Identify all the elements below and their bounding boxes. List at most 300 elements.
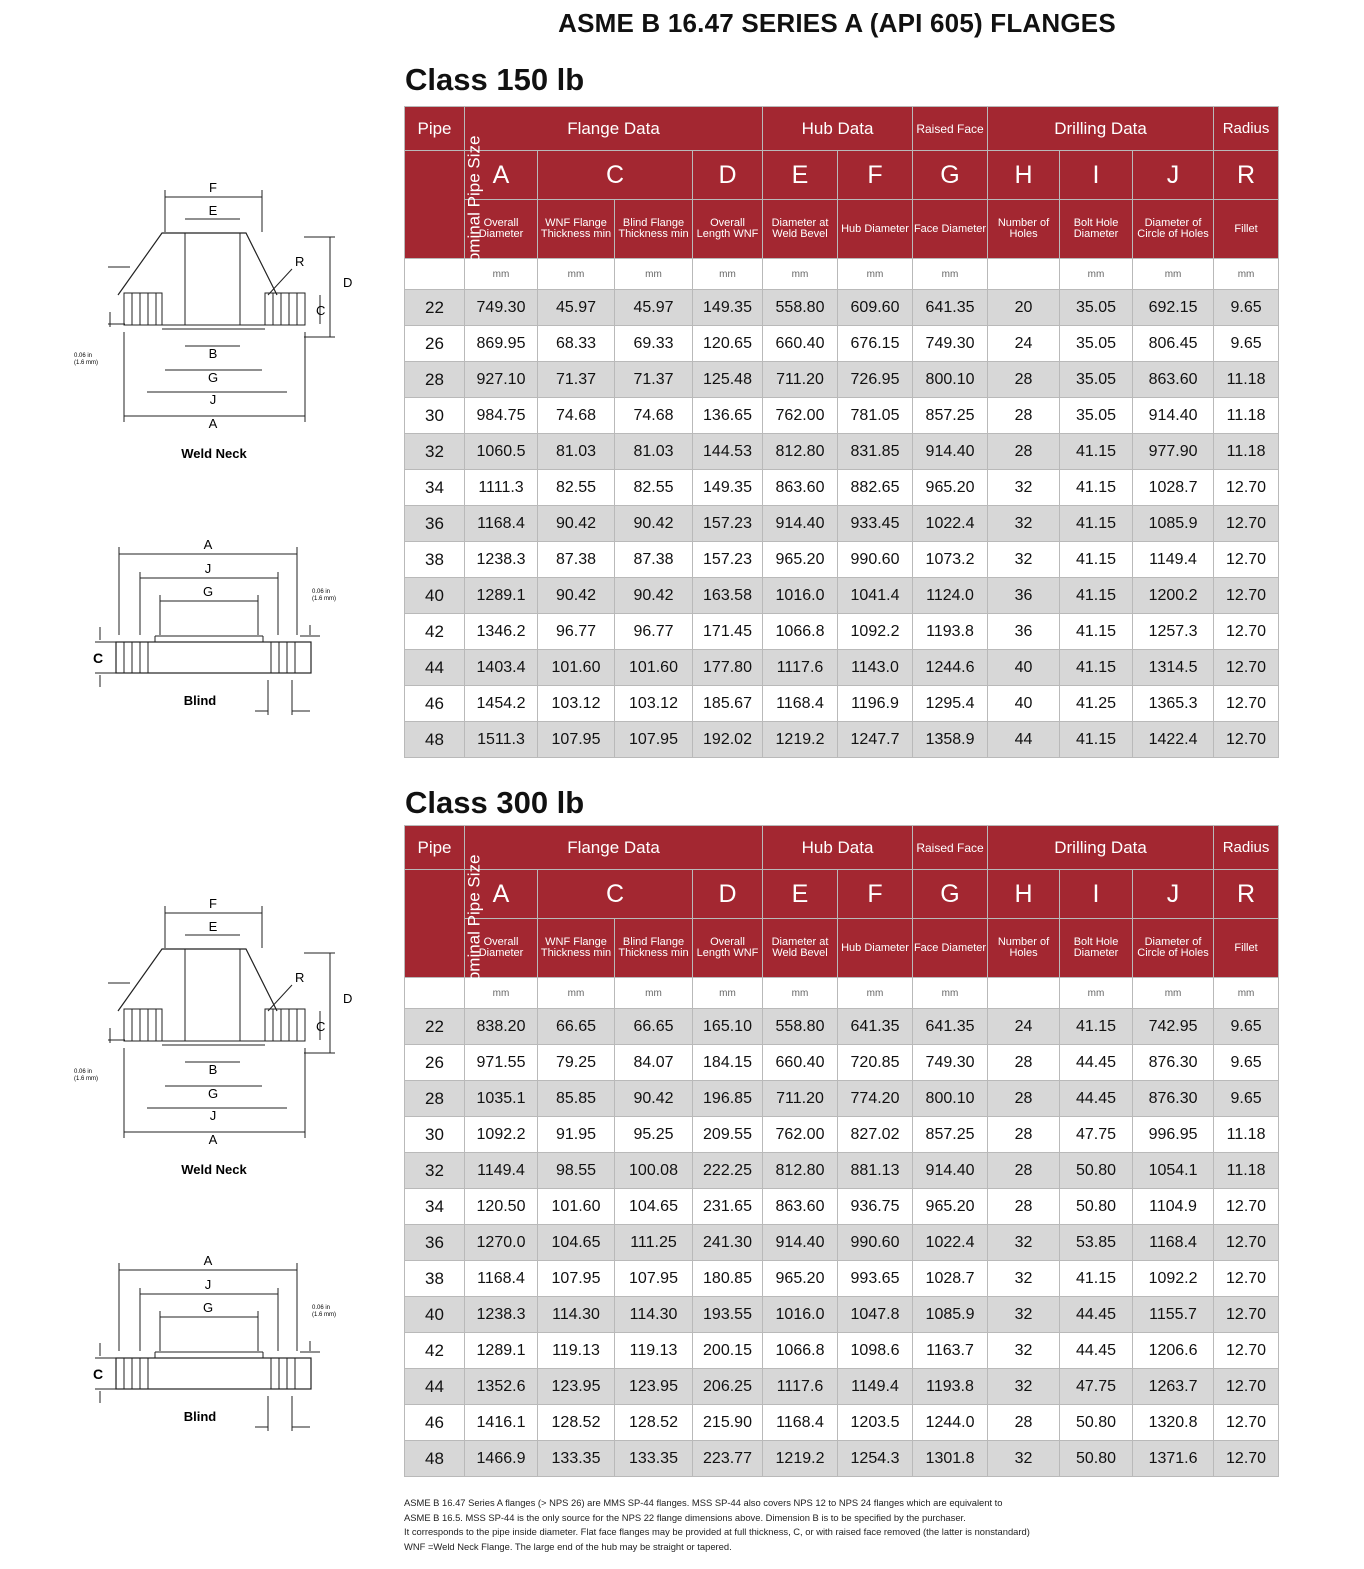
cell-nps: 42: [405, 614, 465, 650]
dim-g-label: G: [207, 1086, 219, 1101]
col-desc-weld-bevel: Diameter at Weld Bevel: [763, 919, 838, 978]
cell-g-face-diameter: 857.25: [913, 398, 988, 434]
col-desc-fillet: Fillet: [1214, 200, 1279, 259]
cell-j-circle-of-holes: 1085.9: [1133, 506, 1214, 542]
cell-e-weld-bevel: 762.00: [763, 1117, 838, 1153]
cell-a-overall-diameter: 1060.5: [465, 434, 538, 470]
cell-r-fillet: 12.70: [1214, 722, 1279, 758]
cell-f-hub-diameter: 1047.8: [838, 1297, 913, 1333]
cell-f-hub-diameter: 1092.2: [838, 614, 913, 650]
cell-d-overall-length: 157.23: [693, 506, 763, 542]
table-row: [405, 1369, 1279, 1405]
cell-h-number-of-holes: 32: [988, 470, 1060, 506]
weld-neck-label: Weld Neck: [181, 446, 247, 461]
unit-cell: mm: [1133, 259, 1214, 290]
cell-r-fillet: 11.18: [1214, 1117, 1279, 1153]
unit-cell: mm: [1214, 978, 1279, 1009]
unit-cell: mm: [465, 978, 538, 1009]
cell-i-bolt-hole-diameter: 41.15: [1060, 650, 1133, 686]
cell-j-circle-of-holes: 1320.8: [1133, 1405, 1214, 1441]
col-letter-r: R: [1214, 151, 1279, 200]
cell-d-overall-length: 223.77: [693, 1441, 763, 1477]
cell-g-face-diameter: 1163.7: [913, 1333, 988, 1369]
cell-i-bolt-hole-diameter: 41.15: [1060, 506, 1133, 542]
cell-e-weld-bevel: 1117.6: [763, 1369, 838, 1405]
cell-h-number-of-holes: 32: [988, 542, 1060, 578]
col-letter-i: I: [1060, 151, 1133, 200]
cell-nps: 22: [405, 1009, 465, 1045]
cell-h-number-of-holes: 28: [988, 1405, 1060, 1441]
table-row: [405, 326, 1279, 362]
cell-nps: 44: [405, 650, 465, 686]
cell-nps: 30: [405, 398, 465, 434]
cell-d-overall-length: 193.55: [693, 1297, 763, 1333]
dim-b-label: B: [208, 1062, 218, 1077]
blind-label: Blind: [183, 1409, 217, 1424]
cell-g-face-diameter: 749.30: [913, 1045, 988, 1081]
unit-cell: mm: [538, 978, 615, 1009]
cell-r-fillet: 12.70: [1214, 506, 1279, 542]
cell-h-number-of-holes: 28: [988, 362, 1060, 398]
cell-g-face-diameter: 800.10: [913, 1081, 988, 1117]
cell-c-wnf-thickness: 90.42: [538, 506, 615, 542]
col-letter-f: F: [838, 151, 913, 200]
cell-j-circle-of-holes: 1365.3: [1133, 686, 1214, 722]
cell-r-fillet: 12.70: [1214, 1297, 1279, 1333]
cell-a-overall-diameter: 1352.6: [465, 1369, 538, 1405]
cell-f-hub-diameter: 720.85: [838, 1045, 913, 1081]
cell-c-blind-thickness: 107.95: [615, 1261, 693, 1297]
cell-c-wnf-thickness: 66.65: [538, 1009, 615, 1045]
cell-r-fillet: 12.70: [1214, 1369, 1279, 1405]
cell-nps: 48: [405, 722, 465, 758]
dim-a-label: A: [208, 1132, 218, 1147]
cell-r-fillet: 12.70: [1214, 686, 1279, 722]
cell-a-overall-diameter: 1111.3: [465, 470, 538, 506]
cell-c-wnf-thickness: 101.60: [538, 650, 615, 686]
col-letter-c: C: [538, 870, 693, 919]
cell-f-hub-diameter: 726.95: [838, 362, 913, 398]
class-150-table: [404, 106, 1279, 758]
cell-r-fillet: 11.18: [1214, 1153, 1279, 1189]
unit-cell: mm: [1133, 978, 1214, 1009]
cell-nps: 34: [405, 470, 465, 506]
cell-h-number-of-holes: 28: [988, 1189, 1060, 1225]
cell-c-wnf-thickness: 91.95: [538, 1117, 615, 1153]
cell-r-fillet: 11.18: [1214, 398, 1279, 434]
blind-diagram-150: [0, 535, 336, 730]
cell-h-number-of-holes: 32: [988, 1297, 1060, 1333]
cell-i-bolt-hole-diameter: 41.15: [1060, 1009, 1133, 1045]
table-row: [405, 362, 1279, 398]
dim-d-label: D: [343, 991, 353, 1006]
header-radius: Radius: [1214, 107, 1279, 151]
cell-i-bolt-hole-diameter: 44.45: [1060, 1297, 1133, 1333]
cell-g-face-diameter: 1022.4: [913, 506, 988, 542]
cell-nps: 26: [405, 326, 465, 362]
cell-h-number-of-holes: 32: [988, 506, 1060, 542]
cell-g-face-diameter: 749.30: [913, 326, 988, 362]
col-desc-number-of-holes: Number of Holes: [988, 919, 1060, 978]
cell-c-blind-thickness: 107.95: [615, 722, 693, 758]
table-row: [405, 1045, 1279, 1081]
cell-e-weld-bevel: 1219.2: [763, 1441, 838, 1477]
table-row: [405, 1225, 1279, 1261]
cell-c-wnf-thickness: 104.65: [538, 1225, 615, 1261]
cell-f-hub-diameter: 1196.9: [838, 686, 913, 722]
col-letter-h: H: [988, 151, 1060, 200]
col-desc-circle-of-holes: Diameter of Circle of Holes: [1133, 919, 1214, 978]
cell-a-overall-diameter: 1168.4: [465, 506, 538, 542]
cell-c-blind-thickness: 87.38: [615, 542, 693, 578]
cell-d-overall-length: 149.35: [693, 470, 763, 506]
cell-a-overall-diameter: 1270.0: [465, 1225, 538, 1261]
dim-c-label: C: [316, 303, 326, 318]
cell-c-blind-thickness: 74.68: [615, 398, 693, 434]
table-row: [405, 686, 1279, 722]
cell-a-overall-diameter: 984.75: [465, 398, 538, 434]
footnote-line: WNF =Weld Neck Flange. The large end of the hub may be straight or tapered.: [404, 1540, 732, 1552]
cell-g-face-diameter: 1073.2: [913, 542, 988, 578]
cell-g-face-diameter: 857.25: [913, 1117, 988, 1153]
cell-g-face-diameter: 800.10: [913, 362, 988, 398]
cell-e-weld-bevel: 965.20: [763, 542, 838, 578]
cell-f-hub-diameter: 831.85: [838, 434, 913, 470]
cell-a-overall-diameter: 1416.1: [465, 1405, 538, 1441]
rf-note-1: 0.06 in: [74, 1069, 93, 1075]
cell-a-overall-diameter: 1289.1: [465, 578, 538, 614]
cell-c-blind-thickness: 101.60: [615, 650, 693, 686]
blind-label: Blind: [183, 693, 217, 708]
col-letter-j: J: [1133, 151, 1214, 200]
header-pipe: Pipe: [405, 107, 465, 151]
unit-cell: mm: [838, 259, 913, 290]
cell-c-blind-thickness: 45.97: [615, 290, 693, 326]
cell-i-bolt-hole-diameter: 41.25: [1060, 686, 1133, 722]
cell-c-blind-thickness: 133.35: [615, 1441, 693, 1477]
cell-c-wnf-thickness: 133.35: [538, 1441, 615, 1477]
cell-c-wnf-thickness: 101.60: [538, 1189, 615, 1225]
cell-e-weld-bevel: 660.40: [763, 1045, 838, 1081]
weld-neck-diagram-300: [0, 896, 353, 1193]
cell-d-overall-length: 231.65: [693, 1189, 763, 1225]
cell-d-overall-length: 163.58: [693, 578, 763, 614]
cell-g-face-diameter: 1022.4: [913, 1225, 988, 1261]
cell-e-weld-bevel: 1168.4: [763, 1405, 838, 1441]
weld-neck-drawing: [0, 896, 353, 1188]
class-300-title: Class 300 lb: [405, 785, 585, 820]
cell-i-bolt-hole-diameter: 50.80: [1060, 1441, 1133, 1477]
dim-d-label: D: [343, 275, 353, 290]
header-nominal-pipe-size: Nominal Pipe Size: [405, 151, 465, 259]
col-desc-wnf-thickness: WNF Flange Thickness min: [538, 919, 615, 978]
unit-cell: mm: [1060, 978, 1133, 1009]
dim-a-label: A: [203, 537, 213, 552]
cell-h-number-of-holes: 36: [988, 578, 1060, 614]
cell-h-number-of-holes: 28: [988, 1045, 1060, 1081]
cell-a-overall-diameter: 1454.2: [465, 686, 538, 722]
header-radius: Radius: [1214, 826, 1279, 870]
cell-f-hub-diameter: 1247.7: [838, 722, 913, 758]
cell-c-wnf-thickness: 98.55: [538, 1153, 615, 1189]
dim-j-label: J: [204, 1277, 212, 1292]
cell-c-wnf-thickness: 82.55: [538, 470, 615, 506]
cell-i-bolt-hole-diameter: 41.15: [1060, 1261, 1133, 1297]
table-row: [405, 1405, 1279, 1441]
cell-h-number-of-holes: 20: [988, 290, 1060, 326]
dim-j-label: J: [204, 561, 212, 576]
cell-c-wnf-thickness: 103.12: [538, 686, 615, 722]
dim-f-label: F: [209, 180, 217, 195]
cell-nps: 48: [405, 1441, 465, 1477]
cell-h-number-of-holes: 32: [988, 1333, 1060, 1369]
dim-j-label: J: [209, 392, 217, 407]
dim-a-label: A: [208, 416, 218, 431]
cell-a-overall-diameter: 971.55: [465, 1045, 538, 1081]
col-letter-g: G: [913, 151, 988, 200]
cell-f-hub-diameter: 1149.4: [838, 1369, 913, 1405]
cell-h-number-of-holes: 28: [988, 1117, 1060, 1153]
unit-cell: [405, 259, 465, 290]
col-letter-a: A: [465, 870, 538, 919]
cell-nps: 40: [405, 1297, 465, 1333]
cell-j-circle-of-holes: 876.30: [1133, 1045, 1214, 1081]
table-row: [405, 1261, 1279, 1297]
cell-a-overall-diameter: 1466.9: [465, 1441, 538, 1477]
cell-i-bolt-hole-diameter: 41.15: [1060, 614, 1133, 650]
col-letter-f: F: [838, 870, 913, 919]
cell-d-overall-length: 209.55: [693, 1117, 763, 1153]
cell-a-overall-diameter: 1168.4: [465, 1261, 538, 1297]
cell-c-blind-thickness: 71.37: [615, 362, 693, 398]
cell-f-hub-diameter: 1098.6: [838, 1333, 913, 1369]
cell-j-circle-of-holes: 876.30: [1133, 1081, 1214, 1117]
blind-flange-drawing: [0, 1251, 336, 1441]
cell-a-overall-diameter: 1238.3: [465, 542, 538, 578]
col-letter-e: E: [763, 870, 838, 919]
cell-r-fillet: 12.70: [1214, 1261, 1279, 1297]
cell-j-circle-of-holes: 1028.7: [1133, 470, 1214, 506]
table-row: [405, 434, 1279, 470]
cell-d-overall-length: 171.45: [693, 614, 763, 650]
cell-c-blind-thickness: 82.55: [615, 470, 693, 506]
dim-b-label: B: [208, 346, 218, 361]
cell-c-wnf-thickness: 68.33: [538, 326, 615, 362]
cell-nps: 38: [405, 1261, 465, 1297]
dim-g-label: G: [202, 584, 214, 599]
cell-g-face-diameter: 641.35: [913, 1009, 988, 1045]
cell-nps: 28: [405, 1081, 465, 1117]
cell-f-hub-diameter: 781.05: [838, 398, 913, 434]
cell-nps: 30: [405, 1117, 465, 1153]
table-row: [405, 1117, 1279, 1153]
cell-r-fillet: 9.65: [1214, 1009, 1279, 1045]
cell-d-overall-length: 192.02: [693, 722, 763, 758]
dim-e-label: E: [208, 203, 218, 218]
col-desc-blind-thickness: Blind Flange Thickness min: [615, 919, 693, 978]
table-row: [405, 578, 1279, 614]
cell-r-fillet: 9.65: [1214, 290, 1279, 326]
cell-j-circle-of-holes: 806.45: [1133, 326, 1214, 362]
rf-note-1: 0.06 in: [312, 589, 331, 595]
cell-nps: 28: [405, 362, 465, 398]
col-desc-fillet: Fillet: [1214, 919, 1279, 978]
cell-c-blind-thickness: 96.77: [615, 614, 693, 650]
cell-e-weld-bevel: 1219.2: [763, 722, 838, 758]
cell-h-number-of-holes: 24: [988, 1009, 1060, 1045]
cell-e-weld-bevel: 711.20: [763, 362, 838, 398]
cell-f-hub-diameter: 827.02: [838, 1117, 913, 1153]
cell-nps: 40: [405, 578, 465, 614]
cell-i-bolt-hole-diameter: 35.05: [1060, 290, 1133, 326]
cell-r-fillet: 12.70: [1214, 1189, 1279, 1225]
col-letter-a: A: [465, 151, 538, 200]
cell-j-circle-of-holes: 1104.9: [1133, 1189, 1214, 1225]
cell-i-bolt-hole-diameter: 41.15: [1060, 542, 1133, 578]
cell-f-hub-diameter: 774.20: [838, 1081, 913, 1117]
cell-g-face-diameter: 965.20: [913, 1189, 988, 1225]
dim-a-label: A: [203, 1253, 213, 1268]
cell-c-blind-thickness: 69.33: [615, 326, 693, 362]
col-letter-c: C: [538, 151, 693, 200]
cell-d-overall-length: 180.85: [693, 1261, 763, 1297]
table-row: [405, 542, 1279, 578]
cell-i-bolt-hole-diameter: 53.85: [1060, 1225, 1133, 1261]
header-hub-data: Hub Data: [763, 826, 913, 870]
class-150-title: Class 150 lb: [405, 62, 585, 97]
cell-g-face-diameter: 914.40: [913, 434, 988, 470]
table-row: [405, 506, 1279, 542]
unit-cell: mm: [913, 259, 988, 290]
cell-e-weld-bevel: 762.00: [763, 398, 838, 434]
cell-e-weld-bevel: 1168.4: [763, 686, 838, 722]
cell-j-circle-of-holes: 914.40: [1133, 398, 1214, 434]
table-row: [405, 1009, 1279, 1045]
col-desc-blind-thickness: Blind Flange Thickness min: [615, 200, 693, 259]
col-letter-r: R: [1214, 870, 1279, 919]
cell-h-number-of-holes: 24: [988, 326, 1060, 362]
cell-i-bolt-hole-diameter: 41.15: [1060, 722, 1133, 758]
cell-i-bolt-hole-diameter: 41.15: [1060, 470, 1133, 506]
cell-c-blind-thickness: 123.95: [615, 1369, 693, 1405]
cell-r-fillet: 12.70: [1214, 614, 1279, 650]
table-row: [405, 614, 1279, 650]
cell-d-overall-length: 149.35: [693, 290, 763, 326]
cell-a-overall-diameter: 1035.1: [465, 1081, 538, 1117]
cell-g-face-diameter: 965.20: [913, 470, 988, 506]
cell-c-blind-thickness: 90.42: [615, 578, 693, 614]
cell-h-number-of-holes: 32: [988, 1441, 1060, 1477]
cell-d-overall-length: 185.67: [693, 686, 763, 722]
cell-a-overall-diameter: 1346.2: [465, 614, 538, 650]
page-title: ASME B 16.47 SERIES A (API 605) FLANGES: [558, 8, 1116, 38]
cell-d-overall-length: 206.25: [693, 1369, 763, 1405]
cell-g-face-diameter: 1244.0: [913, 1405, 988, 1441]
table-row: [405, 1189, 1279, 1225]
cell-c-wnf-thickness: 45.97: [538, 290, 615, 326]
table-row: [405, 398, 1279, 434]
cell-f-hub-diameter: 641.35: [838, 1009, 913, 1045]
cell-e-weld-bevel: 965.20: [763, 1261, 838, 1297]
cell-c-wnf-thickness: 81.03: [538, 434, 615, 470]
blind-flange-drawing: [0, 535, 336, 725]
cell-f-hub-diameter: 936.75: [838, 1189, 913, 1225]
unit-cell: mm: [1214, 259, 1279, 290]
cell-e-weld-bevel: 914.40: [763, 506, 838, 542]
cell-f-hub-diameter: 1143.0: [838, 650, 913, 686]
cell-e-weld-bevel: 558.80: [763, 1009, 838, 1045]
cell-r-fillet: 12.70: [1214, 1225, 1279, 1261]
table-row: [405, 1333, 1279, 1369]
cell-a-overall-diameter: 1511.3: [465, 722, 538, 758]
cell-h-number-of-holes: 40: [988, 650, 1060, 686]
table-row: [405, 470, 1279, 506]
col-letter-h: H: [988, 870, 1060, 919]
cell-c-blind-thickness: 128.52: [615, 1405, 693, 1441]
cell-i-bolt-hole-diameter: 50.80: [1060, 1405, 1133, 1441]
unit-cell: mm: [1060, 259, 1133, 290]
cell-i-bolt-hole-diameter: 41.15: [1060, 578, 1133, 614]
cell-i-bolt-hole-diameter: 50.80: [1060, 1189, 1133, 1225]
cell-a-overall-diameter: 869.95: [465, 326, 538, 362]
cell-c-blind-thickness: 90.42: [615, 1081, 693, 1117]
cell-i-bolt-hole-diameter: 35.05: [1060, 362, 1133, 398]
col-desc-overall-diameter: Overall Diameter: [465, 919, 538, 978]
cell-c-blind-thickness: 114.30: [615, 1297, 693, 1333]
unit-cell: mm: [693, 259, 763, 290]
footnote: [404, 1496, 1284, 1554]
cell-nps: 46: [405, 1405, 465, 1441]
cell-d-overall-length: 215.90: [693, 1405, 763, 1441]
unit-cell: [988, 978, 1060, 1009]
cell-h-number-of-holes: 32: [988, 1261, 1060, 1297]
cell-d-overall-length: 222.25: [693, 1153, 763, 1189]
cell-c-wnf-thickness: 85.85: [538, 1081, 615, 1117]
cell-r-fillet: 12.70: [1214, 578, 1279, 614]
cell-c-wnf-thickness: 123.95: [538, 1369, 615, 1405]
cell-g-face-diameter: 1028.7: [913, 1261, 988, 1297]
cell-nps: 22: [405, 290, 465, 326]
col-desc-overall-length: Overall Length WNF: [693, 200, 763, 259]
weld-neck-diagram-150: [0, 180, 353, 477]
cell-a-overall-diameter: 927.10: [465, 362, 538, 398]
header-nominal-pipe-size: Nominal Pipe Size: [405, 870, 465, 978]
cell-g-face-diameter: 1358.9: [913, 722, 988, 758]
cell-g-face-diameter: 1193.8: [913, 1369, 988, 1405]
cell-e-weld-bevel: 1117.6: [763, 650, 838, 686]
cell-c-blind-thickness: 90.42: [615, 506, 693, 542]
cell-g-face-diameter: 641.35: [913, 290, 988, 326]
cell-c-wnf-thickness: 87.38: [538, 542, 615, 578]
cell-e-weld-bevel: 558.80: [763, 290, 838, 326]
cell-j-circle-of-holes: 1371.6: [1133, 1441, 1214, 1477]
table-row: [405, 1153, 1279, 1189]
cell-a-overall-diameter: 1238.3: [465, 1297, 538, 1333]
dim-e-label: E: [208, 919, 218, 934]
cell-r-fillet: 9.65: [1214, 326, 1279, 362]
cell-h-number-of-holes: 28: [988, 434, 1060, 470]
table-row: [405, 650, 1279, 686]
col-desc-bolt-hole-diameter: Bolt Hole Diameter: [1060, 919, 1133, 978]
rf-note-1: 0.06 in: [312, 1305, 331, 1311]
cell-a-overall-diameter: 749.30: [465, 290, 538, 326]
col-desc-hub-diameter: Hub Diameter: [838, 200, 913, 259]
unit-cell: [988, 259, 1060, 290]
dim-j-label: J: [209, 1108, 217, 1123]
dim-r-label: R: [295, 254, 305, 269]
cell-a-overall-diameter: 1289.1: [465, 1333, 538, 1369]
col-desc-circle-of-holes: Diameter of Circle of Holes: [1133, 200, 1214, 259]
